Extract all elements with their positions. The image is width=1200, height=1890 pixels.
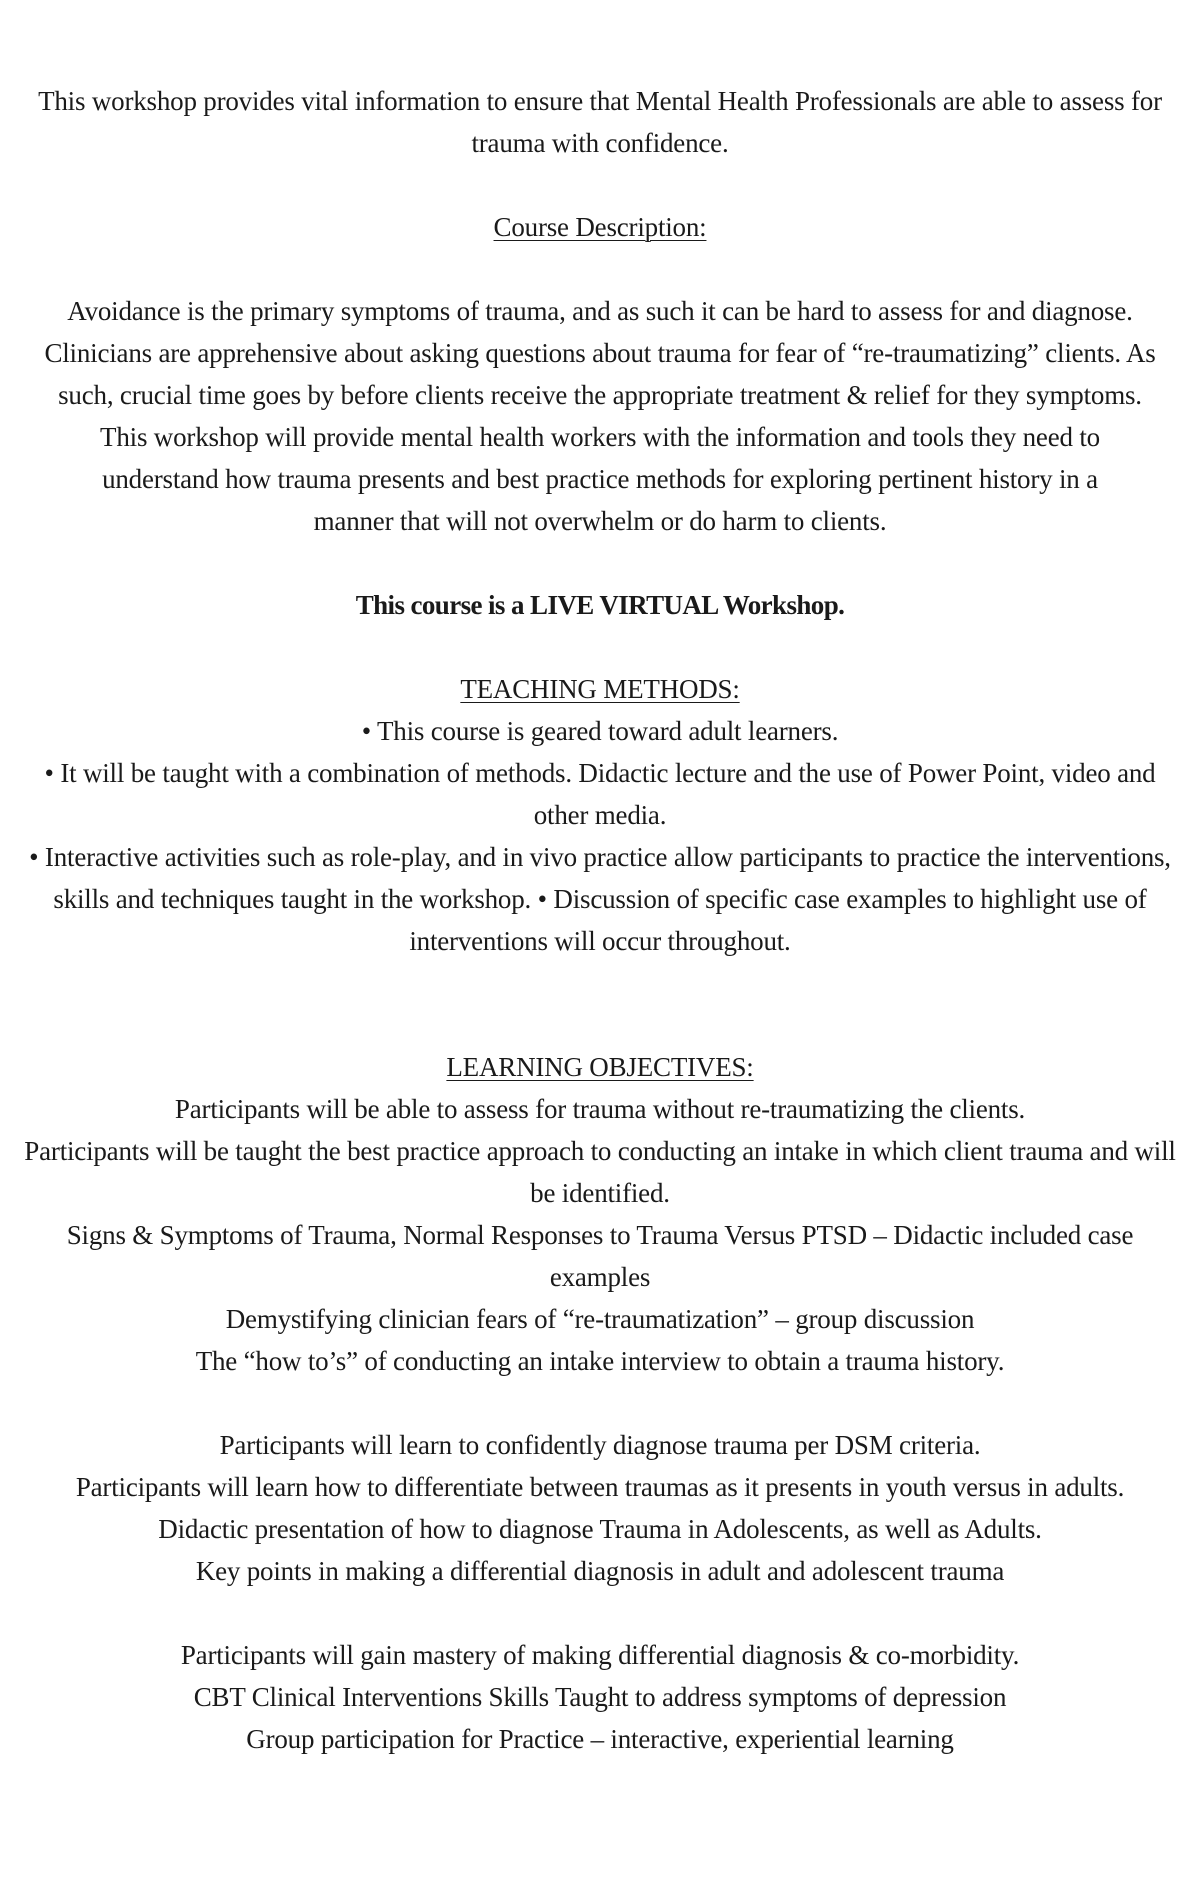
learning-objective-item: Participants will gain mastery of making differential diagnosis & co-morbidity.: [180, 1640, 1020, 1670]
learning-objective-item: Demystifying clinician fears of “re-traumatization” – group discussion: [225, 1304, 975, 1334]
course-description-paragraph-2: This workshop will provide mental health workers with the information and tools they need to understand how trauma presents and best practice methods for exploring pertinent history in a manner that will not overwhelm or do harm to clients.: [100, 422, 1100, 536]
spacer: [10, 164, 1190, 206]
teaching-methods-heading: TEACHING METHODS:: [460, 674, 740, 704]
course-description-paragraph-1: Avoidance is the primary symptoms of trauma, and as such it can be hard to assess for and diagnose. Clinicians are apprehensive about asking questions about trauma for fear of “re-traumatizing” clients. As such, crucial time goes by before clients receive the appropriate treatment & relief for they symptoms.: [44, 296, 1156, 410]
spacer: [10, 542, 1190, 584]
teaching-method-item: • Interactive activities such as role-play, and in vivo practice allow participants to practice the interventions, skills and techniques taught in the workshop. • Discussion of specific case examples to highlight use of interventions will occur throughout.: [29, 842, 1171, 956]
learning-objective-item: Participants will be able to assess for trauma without re-traumatizing the clients.: [174, 1094, 1026, 1124]
learning-objective-item: The “how to’s” of conducting an intake interview to obtain a trauma history.: [195, 1346, 1005, 1376]
spacer: [10, 962, 1190, 1046]
spacer: [10, 248, 1190, 290]
live-virtual-notice: This course is a LIVE VIRTUAL Workshop.: [355, 590, 845, 620]
learning-objective-item: Key points in making a differential diagnosis in adult and adolescent trauma: [195, 1556, 1005, 1586]
learning-objective-item: Signs & Symptoms of Trauma, Normal Responses to Trauma Versus PTSD – Didactic included case examples: [66, 1220, 1134, 1292]
learning-objective-item: Participants will be taught the best practice approach to conducting an intake in which client trauma and will be identified.: [24, 1136, 1176, 1208]
learning-objective-item: CBT Clinical Interventions Skills Taught to address symptoms of depression: [193, 1682, 1007, 1712]
course-description-heading: Course Description:: [493, 212, 707, 242]
spacer: [10, 1382, 1190, 1424]
teaching-method-item: • It will be taught with a combination of methods. Didactic lecture and the use of Power Point, video and other media.: [44, 758, 1156, 830]
learning-objective-item: Participants will learn how to differentiate between traumas as it presents in youth versus in adults.: [75, 1472, 1125, 1502]
learning-objective-item: Participants will learn to confidently diagnose trauma per DSM criteria.: [219, 1430, 981, 1460]
intro-text: This workshop provides vital information to ensure that Mental Health Professionals are able to assess for trauma with confidence.: [38, 86, 1162, 158]
learning-objective-item: Group participation for Practice – interactive, experiential learning: [246, 1724, 954, 1754]
learning-objectives-heading: LEARNING OBJECTIVES:: [446, 1052, 754, 1082]
learning-objective-item: Didactic presentation of how to diagnose Trauma in Adolescents, as well as Adults.: [158, 1514, 1042, 1544]
spacer: [10, 1592, 1190, 1634]
teaching-method-item: • This course is geared toward adult learners.: [361, 716, 839, 746]
spacer: [10, 626, 1190, 668]
